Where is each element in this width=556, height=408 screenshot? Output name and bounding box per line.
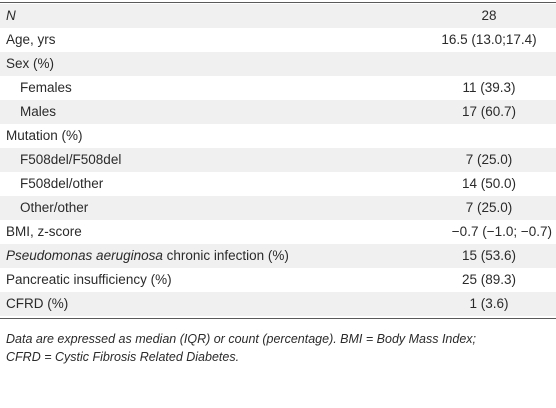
row-value: 17 (60.7)	[461, 104, 517, 119]
table-row-pancreatic	[0, 268, 556, 292]
table-row-sex	[0, 52, 556, 76]
table-row-cfrd	[0, 292, 556, 316]
species-name: Pseudomonas aeruginosa	[6, 248, 163, 263]
row-label: Males	[20, 104, 57, 119]
row-label: Females	[20, 80, 72, 95]
table-row-n	[0, 4, 556, 28]
row-value: 28	[481, 8, 497, 23]
row-label: CFRD (%)	[6, 296, 69, 311]
table-row-age	[0, 28, 556, 52]
table-footnote	[6, 330, 551, 366]
table-row-bmi	[0, 220, 556, 244]
table-row-males	[0, 100, 556, 124]
row-label: BMI, z-score	[6, 224, 82, 239]
table-top-rule	[0, 2, 556, 3]
row-value: 16.5 (13.0;17.4)	[441, 32, 537, 47]
row-label: Sex (%)	[6, 56, 55, 71]
row-label: Pancreatic insufficiency (%)	[6, 272, 172, 287]
row-value: 11 (39.3)	[462, 80, 516, 95]
row-value: 14 (50.0)	[461, 176, 517, 191]
table-row-pseudomonas	[0, 244, 556, 268]
footnote-line: CFRD = Cystic Fibrosis Related Diabetes.	[6, 350, 240, 364]
row-label: F508del/other	[20, 176, 104, 191]
table-row-females	[0, 76, 556, 100]
row-label: Other/other	[20, 200, 89, 215]
row-label	[6, 244, 289, 268]
row-value: 1 (3.6)	[469, 296, 509, 311]
row-label: N	[6, 8, 16, 23]
row-label: Mutation (%)	[6, 128, 83, 143]
row-value: 15 (53.6)	[461, 248, 517, 263]
table-row-mutation	[0, 124, 556, 148]
table-row-f508del-other	[0, 172, 556, 196]
table-row-f508del-f508del	[0, 148, 556, 172]
row-value: 7 (25.0)	[465, 152, 513, 167]
row-label: F508del/F508del	[20, 152, 122, 167]
row-value: 25 (89.3)	[461, 272, 517, 287]
table-bottom-rule	[0, 318, 556, 319]
footnote-line: Data are expressed as median (IQR) or count (percentage). BMI = Body Mass Index;	[6, 332, 477, 346]
row-value: −0.7 (−1.0; −0.7)	[451, 224, 552, 239]
row-label-rest: chronic infection (%)	[162, 248, 289, 263]
table-row-other-other	[0, 196, 556, 220]
row-value: 7 (25.0)	[465, 200, 513, 215]
row-label: Age, yrs	[6, 32, 56, 47]
